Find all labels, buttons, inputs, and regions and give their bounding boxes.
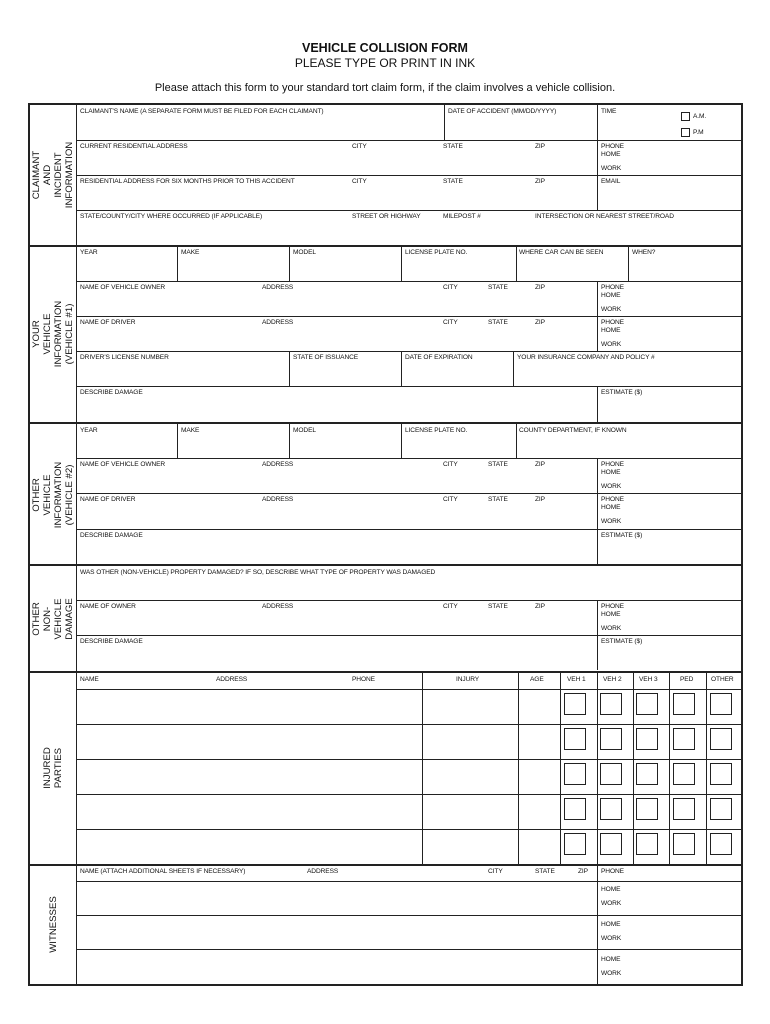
accident-date-field[interactable]: DATE OF ACCIDENT (MM/DD/YYYY) [448,108,557,115]
current-address-field[interactable]: CURRENT RESIDENTIAL ADDRESS [80,143,188,150]
injured-veh3-checkbox-row2[interactable] [636,728,658,750]
section-non-vehicle: OTHER NON-VEHICLE DAMAGE [31,598,75,640]
v2-plate-field[interactable]: LICENSE PLATE NO. [405,427,468,434]
injured-ped-checkbox-row5[interactable] [673,833,695,855]
v2-make-field[interactable]: MAKE [181,427,200,434]
injured-col-name: NAME [80,676,99,683]
injured-col-ped: PED [680,676,694,683]
injured-veh3-checkbox-row3[interactable] [636,763,658,785]
injured-ped-checkbox-row1[interactable] [673,693,695,715]
injured-other-checkbox-row3[interactable] [710,763,732,785]
form-subtitle: PLEASE TYPE OR PRINT IN INK [294,56,476,70]
instruction-text: Please attach this form to your standard tort claim form, if the claim involves a vehicle collision. [154,82,616,94]
injured-veh2-checkbox-row2[interactable] [600,728,622,750]
injured-col-other: OTHER [711,676,734,683]
v1-model-field[interactable]: MODEL [293,249,316,256]
v1-driver-field[interactable]: NAME OF DRIVER [80,319,136,326]
phone-field[interactable]: PHONE [601,143,624,150]
injured-ped-checkbox-row4[interactable] [673,798,695,820]
v2-driver-field[interactable]: NAME OF DRIVER [80,496,136,503]
injured-col-phone: PHONE [352,676,375,683]
v2-county-field[interactable]: COUNTY DEPARTMENT, IF KNOWN [519,427,627,434]
injured-veh1-checkbox-row3[interactable] [564,763,586,785]
section-injured: INJURED PARTIES [42,747,64,789]
pm-checkbox[interactable] [681,128,690,137]
v2-owner-field[interactable]: NAME OF VEHICLE OWNER [80,461,166,468]
time-field[interactable]: TIME [601,108,617,115]
v2-damage-field[interactable]: DESCRIBE DAMAGE [80,532,143,539]
v2-year-field[interactable]: YEAR [80,427,98,434]
v1-expiration-field[interactable]: DATE OF EXPIRATION [405,354,473,361]
injured-veh1-checkbox-row2[interactable] [564,728,586,750]
intersection-field[interactable]: INTERSECTION OR NEAREST STREET/ROAD [535,213,674,220]
injured-col-address: ADDRESS [216,676,248,683]
am-checkbox[interactable] [681,112,690,121]
non-vehicle-damage-field[interactable]: DESCRIBE DAMAGE [80,638,143,645]
injured-col-age: AGE [530,676,544,683]
v2-estimate-field[interactable]: ESTIMATE ($) [601,532,643,539]
injured-veh1-checkbox-row4[interactable] [564,798,586,820]
section-other-vehicle: OTHER VEHICLE INFORMATION (VEHICLE #2) [31,461,75,529]
injured-other-checkbox-row1[interactable] [710,693,732,715]
injured-col-veh1: VEH 1 [567,676,586,683]
injured-veh3-checkbox-row1[interactable] [636,693,658,715]
non-vehicle-question-field[interactable]: WAS OTHER (NON-VEHICLE) PROPERTY DAMAGED? IF SO, DESCRIBE WHAT TYPE OF PROPERTY WAS DAMAGED [80,569,436,576]
owner-name-field[interactable]: NAME OF OWNER [80,603,136,610]
pm-label: P.M [693,129,704,136]
witness-name-col: NAME (ATTACH ADDITIONAL SHEETS IF NECESSARY) [80,868,246,875]
injured-other-checkbox-row4[interactable] [710,798,732,820]
v1-make-field[interactable]: MAKE [181,249,200,256]
milepost-field[interactable]: MILEPOST # [443,213,481,220]
v1-owner-field[interactable]: NAME OF VEHICLE OWNER [80,284,166,291]
injured-col-injury: INJURY [456,676,480,683]
v1-year-field[interactable]: YEAR [80,249,98,256]
section-your-vehicle: YOUR VEHICLE INFORMATION (VEHICLE #1) [31,300,75,367]
v1-plate-field[interactable]: LICENSE PLATE NO. [405,249,468,256]
injured-other-checkbox-row5[interactable] [710,833,732,855]
injured-veh3-checkbox-row4[interactable] [636,798,658,820]
claimant-name-field[interactable]: CLAIMANT'S NAME (A SEPARATE FORM MUST BE FILED FOR EACH CLAIMANT) [80,108,324,115]
injured-ped-checkbox-row3[interactable] [673,763,695,785]
v2-model-field[interactable]: MODEL [293,427,316,434]
v1-dl-field[interactable]: DRIVER'S LICENSE NUMBER [80,354,169,361]
injured-veh2-checkbox-row4[interactable] [600,798,622,820]
section-divider [76,105,77,984]
injured-veh2-checkbox-row3[interactable] [600,763,622,785]
prior-address-field[interactable]: RESIDENTIAL ADDRESS FOR SIX MONTHS PRIOR TO THIS ACCIDENT [80,178,295,185]
v1-insurance-field[interactable]: YOUR INSURANCE COMPANY AND POLICY # [517,354,655,361]
injured-other-checkbox-row2[interactable] [710,728,732,750]
form-title: VEHICLE COLLISION FORM [302,41,468,55]
injured-veh3-checkbox-row5[interactable] [636,833,658,855]
v1-where-seen-field[interactable]: WHERE CAR CAN BE SEEN [519,249,604,256]
v1-state-issuance-field[interactable]: STATE OF ISSUANCE [293,354,359,361]
injured-veh2-checkbox-row5[interactable] [600,833,622,855]
v1-when-field[interactable]: WHEN? [632,249,656,256]
email-field[interactable]: EMAIL [601,178,621,185]
injured-veh1-checkbox-row1[interactable] [564,693,586,715]
injured-col-veh3: VEH 3 [639,676,658,683]
injured-ped-checkbox-row2[interactable] [673,728,695,750]
am-label: A.M. [693,113,707,120]
collision-form: CLAIMANT AND INCIDENT INFORMATION YOUR VEHICLE INFORMATION (VEHICLE #1) OTHER VEHICLE INFORMATION (VEHICLE #2) OTHER NON-VEHICLE DAMAGE INJURED PARTIES WITNESSES CLAIMANT'S NAME (A SEPARATE FORM MUST BE FILED FOR EACH CLAIMANT) DATE OF ACCIDENT (MM/DD/YYYY) TIME A.M. P.M CURRENT RESIDENTIAL ADDRESS CITY STATE ZIP PHONE HOME WORK RESIDENTIAL ADDRESS FOR SIX MONTHS PRIOR TO THIS ACCIDENT CITY STATE ZIP EMAIL STATE/COUNTY/CITY WHERE OCCURRED (IF APPLICABLE) STREET OR HIGHWAY MILEPOST # INTERSECTION OR NEAREST STREET/ROAD YEAR MAKE MODEL LICENSE PLATE NO. WHERE CAR CAN BE SEEN WHEN? NAME OF VEHICLE OWNER ADDRESS CITY STATE ZIP PHONE HOME WORK NAME OF DRIVER ADDRESS CITY STATE ZIP PHONE HOME WORK DRIVER'S LICENSE NUMBER STATE OF ISSUANCE DATE OF EXPIRATION YOUR INSURANCE COMPANY AND POLICY # DESCRIBE DAMAGE ESTIMATE ($) YEAR MAKE MODEL LICENSE PLATE NO. COUNTY DEPARTMENT, IF KNOWN NAME OF VEHICLE OWNER ADDRESS CITY STATE ZIP PHONE HOME WORK NAME OF DRIVER ADDRESS CITY STATE ZIP PHONE HOME WORK DESCRIBE DAMAGE ESTIMATE ($) WAS OTHER (NON-VEHICLE) PROPERTY DAMAGED? IF SO, DESCRIBE WHAT TYPE OF PROPERTY WAS DAMAGED NAME OF OWNER ADDRESS CITY STATE ZIP PHONE HOME WORK DESCRIBE DAMAGE ESTIMATE ($) NAME ADDRESS PHONE INJURY AGE VEH 1 VEH 2 VEH 3 PED OTHER NAME (ATTACH ADDITIONAL SHEETS IF NECESSARY) ADDRESS CITY STATE ZIP PHONE HOME WORK HOME WORK HOME WORK [28,103,743,986]
injured-veh1-checkbox-row5[interactable] [564,833,586,855]
section-claimant: CLAIMANT AND INCIDENT INFORMATION [31,141,76,209]
section-witnesses: WITNESSES [47,895,59,953]
location-field[interactable]: STATE/COUNTY/CITY WHERE OCCURRED (IF APPLICABLE) [80,213,263,220]
street-field[interactable]: STREET OR HIGHWAY [352,213,421,220]
v1-damage-field[interactable]: DESCRIBE DAMAGE [80,389,143,396]
v1-estimate-field[interactable]: ESTIMATE ($) [601,389,643,396]
injured-veh2-checkbox-row1[interactable] [600,693,622,715]
non-vehicle-estimate-field[interactable]: ESTIMATE ($) [601,638,643,645]
injured-col-veh2: VEH 2 [603,676,622,683]
